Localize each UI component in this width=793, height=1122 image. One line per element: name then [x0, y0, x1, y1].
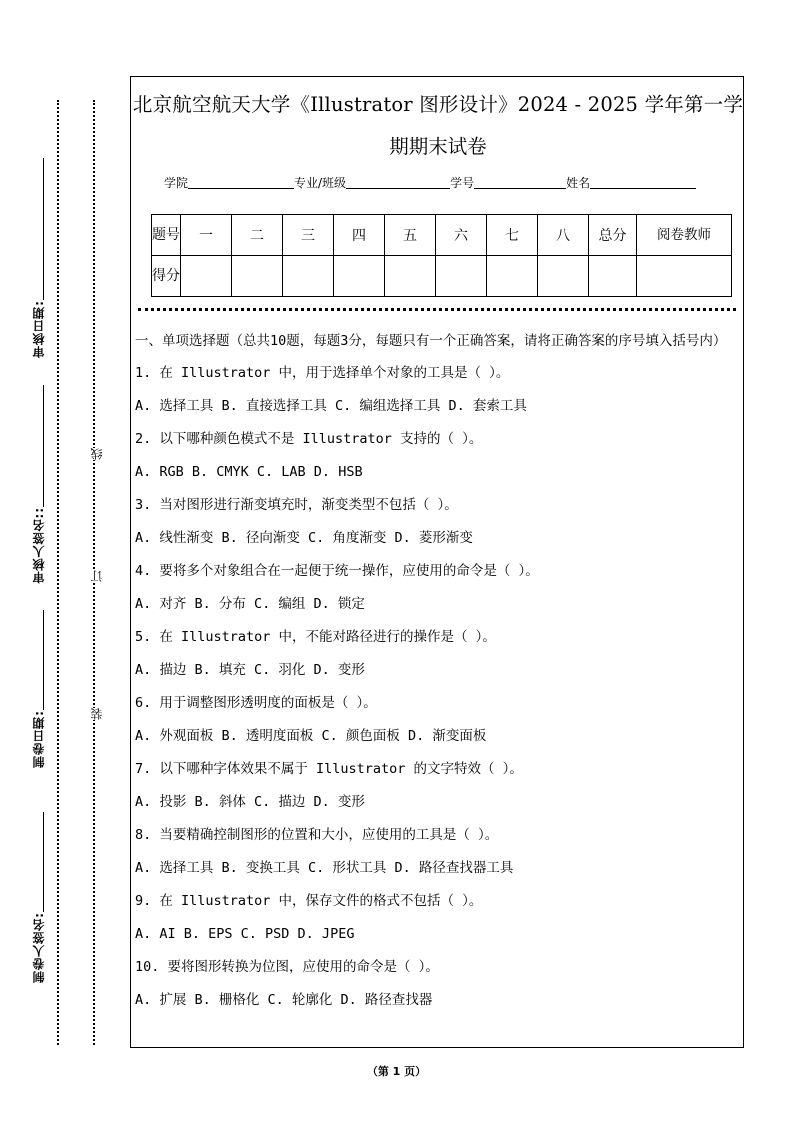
student-info-line	[164, 174, 696, 191]
outer-dotted-line	[57, 100, 59, 1045]
bind-char-zhuang: 装	[90, 708, 104, 720]
score-cell[interactable]	[181, 256, 232, 297]
answer-options: A. 选择工具 B. 变换工具 C. 形状工具 D. 路径查找器工具	[135, 860, 514, 876]
reviewer-date-label: 审核日期:	[32, 300, 46, 358]
question-text: 5. 在 Illustrator 中，不能对路径进行的操作是（ ）。	[135, 629, 496, 645]
reviewer-sign-label: 审核人签名::	[32, 507, 46, 584]
score-cell[interactable]	[436, 256, 487, 297]
score-table-header-row	[152, 215, 732, 256]
question-text: 9. 在 Illustrator 中，保存文件的格式不包括（ ）。	[135, 893, 483, 909]
field-id-label: 学号	[450, 176, 475, 190]
answer-options: A. 投影 B. 斜体 C. 描边 D. 变形	[135, 794, 365, 810]
score-cell[interactable]	[538, 256, 589, 297]
field-major-blank[interactable]	[346, 176, 450, 189]
field-college-blank[interactable]	[188, 176, 294, 189]
field-name-label: 姓名	[566, 176, 591, 190]
answer-options: A. 扩展 B. 栅格化 C. 轮廓化 D. 路径查找器	[135, 992, 433, 1008]
answer-options: A. RGB B. CMYK C. LAB D. HSB	[135, 464, 363, 480]
total-score-cell[interactable]	[589, 256, 637, 297]
reviewer-date-line	[43, 158, 44, 300]
bind-char-ding: 订	[90, 570, 104, 582]
column-4: 四	[334, 215, 385, 256]
question-text: 7. 以下哪种字体效果不属于 Illustrator 的文字特效（ ）。	[135, 761, 523, 777]
exam-title-line2: 期期末试卷	[389, 135, 487, 158]
maker-date-label: 制卷日期:	[32, 710, 46, 768]
reviewer-sign-line	[43, 385, 44, 507]
bind-char-xian: 线	[90, 448, 104, 460]
answer-options: A. 对齐 B. 分布 C. 编组 D. 锁定	[135, 596, 365, 612]
column-3: 三	[283, 215, 334, 256]
column-2: 二	[232, 215, 283, 256]
score-cell[interactable]	[283, 256, 334, 297]
maker-sign-line	[43, 812, 44, 912]
question-text: 10. 要将图形转换为位图，应使用的命令是（ ）。	[135, 959, 439, 975]
question-section	[135, 329, 741, 1017]
total-label: 总分	[589, 215, 637, 256]
score-cell[interactable]	[232, 256, 283, 297]
maker-sign-label: 制卷人签名:	[32, 912, 46, 983]
maker-date-line	[43, 610, 44, 710]
question-text: 1. 在 Illustrator 中，用于选择单个对象的工具是（ ）。	[135, 365, 510, 381]
field-college-label: 学院	[164, 176, 189, 190]
answer-options: A. 线性渐变 B. 径向渐变 C. 角度渐变 D. 菱形渐变	[135, 530, 473, 546]
field-id-blank[interactable]	[474, 176, 566, 189]
section-heading: 一、单项选择题（总共10题，每题3分，每题只有一个正确答案，请将正确答案的序号填入括号内）	[135, 333, 727, 349]
column-8: 八	[538, 215, 589, 256]
question-text: 2. 以下哪种颜色模式不是 Illustrator 支持的（ ）。	[135, 431, 483, 447]
score-table-score-row	[152, 256, 732, 297]
question-number-label: 题号	[152, 215, 181, 256]
score-table	[151, 214, 732, 297]
question-text: 4. 要将多个对象组合在一起便于统一操作，应使用的命令是（ ）。	[135, 563, 539, 579]
score-cell[interactable]	[487, 256, 538, 297]
grader-label: 阅卷教师	[637, 215, 732, 256]
field-name-blank[interactable]	[590, 176, 696, 189]
score-label: 得分	[152, 256, 181, 297]
column-7: 七	[487, 215, 538, 256]
score-cell[interactable]	[385, 256, 436, 297]
grader-cell[interactable]	[637, 256, 732, 297]
exam-frame	[130, 76, 744, 1048]
answer-options: A. AI B. EPS C. PSD D. JPEG	[135, 926, 355, 942]
column-5: 五	[385, 215, 436, 256]
page-number: （第 1 页）	[366, 1065, 427, 1078]
question-text: 8. 当要精确控制图形的位置和大小，应使用的工具是（ ）。	[135, 827, 499, 843]
answer-options: A. 描边 B. 填充 C. 羽化 D. 变形	[135, 662, 365, 678]
dotted-divider	[138, 308, 736, 311]
score-cell[interactable]	[334, 256, 385, 297]
column-6: 六	[436, 215, 487, 256]
field-major-label: 专业/班级	[294, 176, 347, 190]
question-text: 3. 当对图形进行渐变填充时，渐变类型不包括（ ）。	[135, 497, 458, 513]
answer-options: A. 外观面板 B. 透明度面板 C. 颜色面板 D. 渐变面板	[135, 728, 487, 744]
exam-title-line1: 北京航空航天大学《Illustrator 图形设计》2024 - 2025 学年第一学	[132, 93, 744, 116]
question-text: 6. 用于调整图形透明度的面板是（ ）。	[135, 695, 377, 711]
column-1: 一	[181, 215, 232, 256]
answer-options: A. 选择工具 B. 直接选择工具 C. 编组选择工具 D. 套索工具	[135, 398, 527, 414]
